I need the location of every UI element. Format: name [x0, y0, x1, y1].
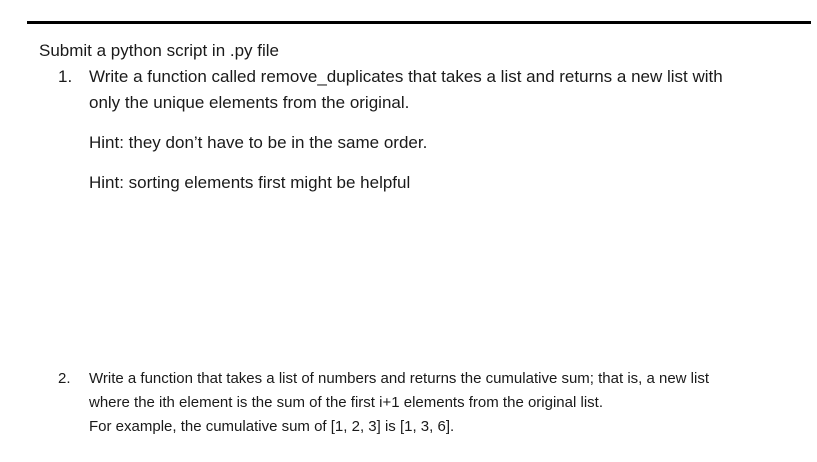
item-1-line-1: Write a function called remove_duplicates that takes a list and returns a new list with	[89, 67, 723, 86]
item-2-number: 2.	[58, 370, 71, 387]
item-2-line-2: where the ith element is the sum of the first i+1 elements from the original list.	[89, 394, 603, 411]
item-1-hint-2: Hint: sorting elements first might be helpful	[89, 173, 411, 192]
item-1-line-2: only the unique elements from the original.	[89, 93, 410, 112]
item-1-hint-1: Hint: they don’t have to be in the same order.	[89, 133, 428, 152]
intro-text: Submit a python script in .py file	[39, 41, 280, 60]
item-2-line-3: For example, the cumulative sum of [1, 2, 3] is [1, 3, 6].	[89, 418, 455, 435]
item-2-line-1: Write a function that takes a list of numbers and returns the cumulative sum; that is, a new list	[89, 370, 710, 387]
top-horizontal-rule	[27, 21, 811, 24]
item-1-number: 1.	[58, 67, 73, 86]
